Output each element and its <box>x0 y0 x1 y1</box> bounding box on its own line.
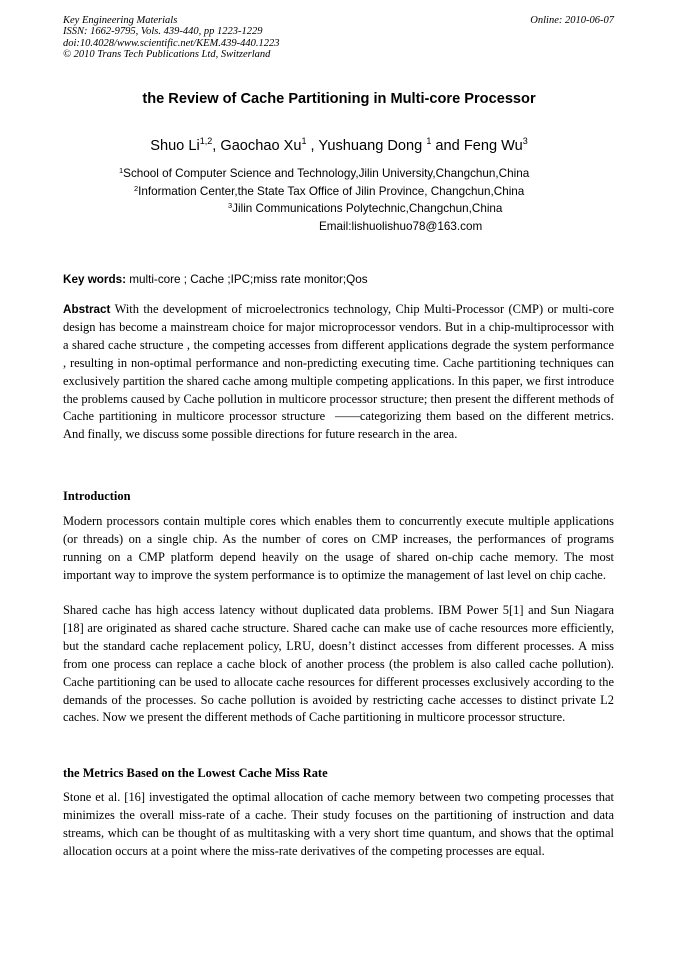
author-name: Gaochao Xu <box>220 138 302 154</box>
author-list <box>0 138 678 154</box>
affiliation-mark: 3 <box>228 201 233 210</box>
author-affiliation-mark: 1,2 <box>199 136 213 146</box>
affiliation-2 <box>134 183 524 201</box>
journal-name: Key Engineering Materials <box>63 15 178 26</box>
keywords-label: Key words: <box>63 273 126 286</box>
author-separator: , <box>306 138 319 154</box>
paper-title: the Review of Cache Partitioning in Multi-core Processor <box>142 91 536 107</box>
affiliation-text: Information Center,the State Tax Office of Jilin Province, Changchun,China <box>138 185 525 198</box>
affiliation-text: Jilin Communications Polytechnic,Changchun,China <box>232 202 503 215</box>
author-separator: and <box>431 138 464 154</box>
author-separator: , <box>212 138 221 154</box>
affiliation-mark: 2 <box>134 184 139 193</box>
journal-doi: doi:10.4028/www.scientific.net/KEM.439-440.1223 <box>63 37 280 49</box>
contact-email: Email:lishuolishuo78@163.com <box>319 220 483 233</box>
section-heading-metrics: the Metrics Based on the Lowest Cache Miss Rate <box>63 766 328 780</box>
author-name: Shuo Li <box>150 138 200 154</box>
abstract <box>63 301 614 444</box>
author-affiliation-mark: 1 <box>426 136 432 146</box>
affiliation-text: School of Computer Science and Technology,Jilin University,Changchun,China <box>123 167 530 180</box>
author-affiliation-mark: 3 <box>522 136 528 146</box>
affiliation-1 <box>119 165 529 183</box>
paragraph: Shared cache has high access latency without duplicated data problems. IBM Power 5[1] and Sun Niagara [18] are originated as shared cache structure. Shared cache can make use of cache resources more efficiently, but the standard cache replacement policy, LRU, doesn’t distinct accesses from different processes. A miss from one process can replace a cache block of another process (the problem is also called cache pollution). Cache partitioning can be used to allocate cache resources for different processes exclusively according to the demands of the processes. So cache pollution is avoided by restricting cache accesses to distinct private L2 caches. Now we present the different methods of Cache partitioning in multicore processor structure. <box>63 603 614 725</box>
paragraph: Stone et al. [16] investigated the optimal allocation of cache memory between two competing processes that minimizes the overall miss-rate of a cache. Their study focuses on the partitioning of instruction and data streams, which can be thought of as multitasking with a very short time quantum, and shows that the optimal allocation occurs at a point where the miss-rate derivatives of the competing processes are equal. <box>63 790 614 858</box>
author-name: Feng Wu <box>463 138 523 154</box>
section-body-metrics <box>63 789 614 861</box>
paragraph: Modern processors contain multiple cores which enables them to concurrently execute multiple applications (or threads) on a single chip. As the number of cores on CMP increases, the performances of programs running on a CMP platform depend heavily on the usage of shared on-chip cache memory. The most important way to improve the system performance is to optimize the management of last level on chip cache. <box>63 514 614 582</box>
section-heading-introduction: Introduction <box>63 489 131 503</box>
keywords <box>63 273 368 286</box>
journal-issn: ISSN: 1662-9795, Vols. 439-440, pp 1223-1229 <box>63 26 263 38</box>
section-body-introduction-continued <box>63 602 614 727</box>
section-body-introduction <box>63 513 614 585</box>
abstract-text: With the development of microelectronics technology, Chip Multi-Processor (CMP) or multi-core design has become a mainstream choice for major microprocessor vendors. But in a chip-multiprocessor with a shared cache structure , the competing accesses from different applications degrade the system performance , resulting in non-optimal performance and non-predicting executing time. Cache partitioning techniques can exclusively partition the shared cache among multiple competing applications. In this paper, we first introduce the problems caused by Cache pollution in multicore processor structure; then present the different methods of Cache partitioning in multicore processor structure ——categorizing them based on the different metrics. And finally, we discuss some possible directions for future research in the area. <box>63 302 614 442</box>
abstract-label: Abstract <box>63 303 111 316</box>
affiliation-mark: 1 <box>119 166 124 175</box>
journal-copyright: © 2010 Trans Tech Publications Ltd, Switzerland <box>63 48 271 60</box>
author-name: Yushuang Dong <box>318 138 427 154</box>
online-date: Online: 2010-06-07 <box>530 15 614 26</box>
author-affiliation-mark: 1 <box>301 136 307 146</box>
keywords-text: multi-core ; Cache ;IPC;miss rate monitor;Qos <box>126 273 368 286</box>
affiliation-3 <box>228 200 502 218</box>
journal-header <box>63 15 280 60</box>
